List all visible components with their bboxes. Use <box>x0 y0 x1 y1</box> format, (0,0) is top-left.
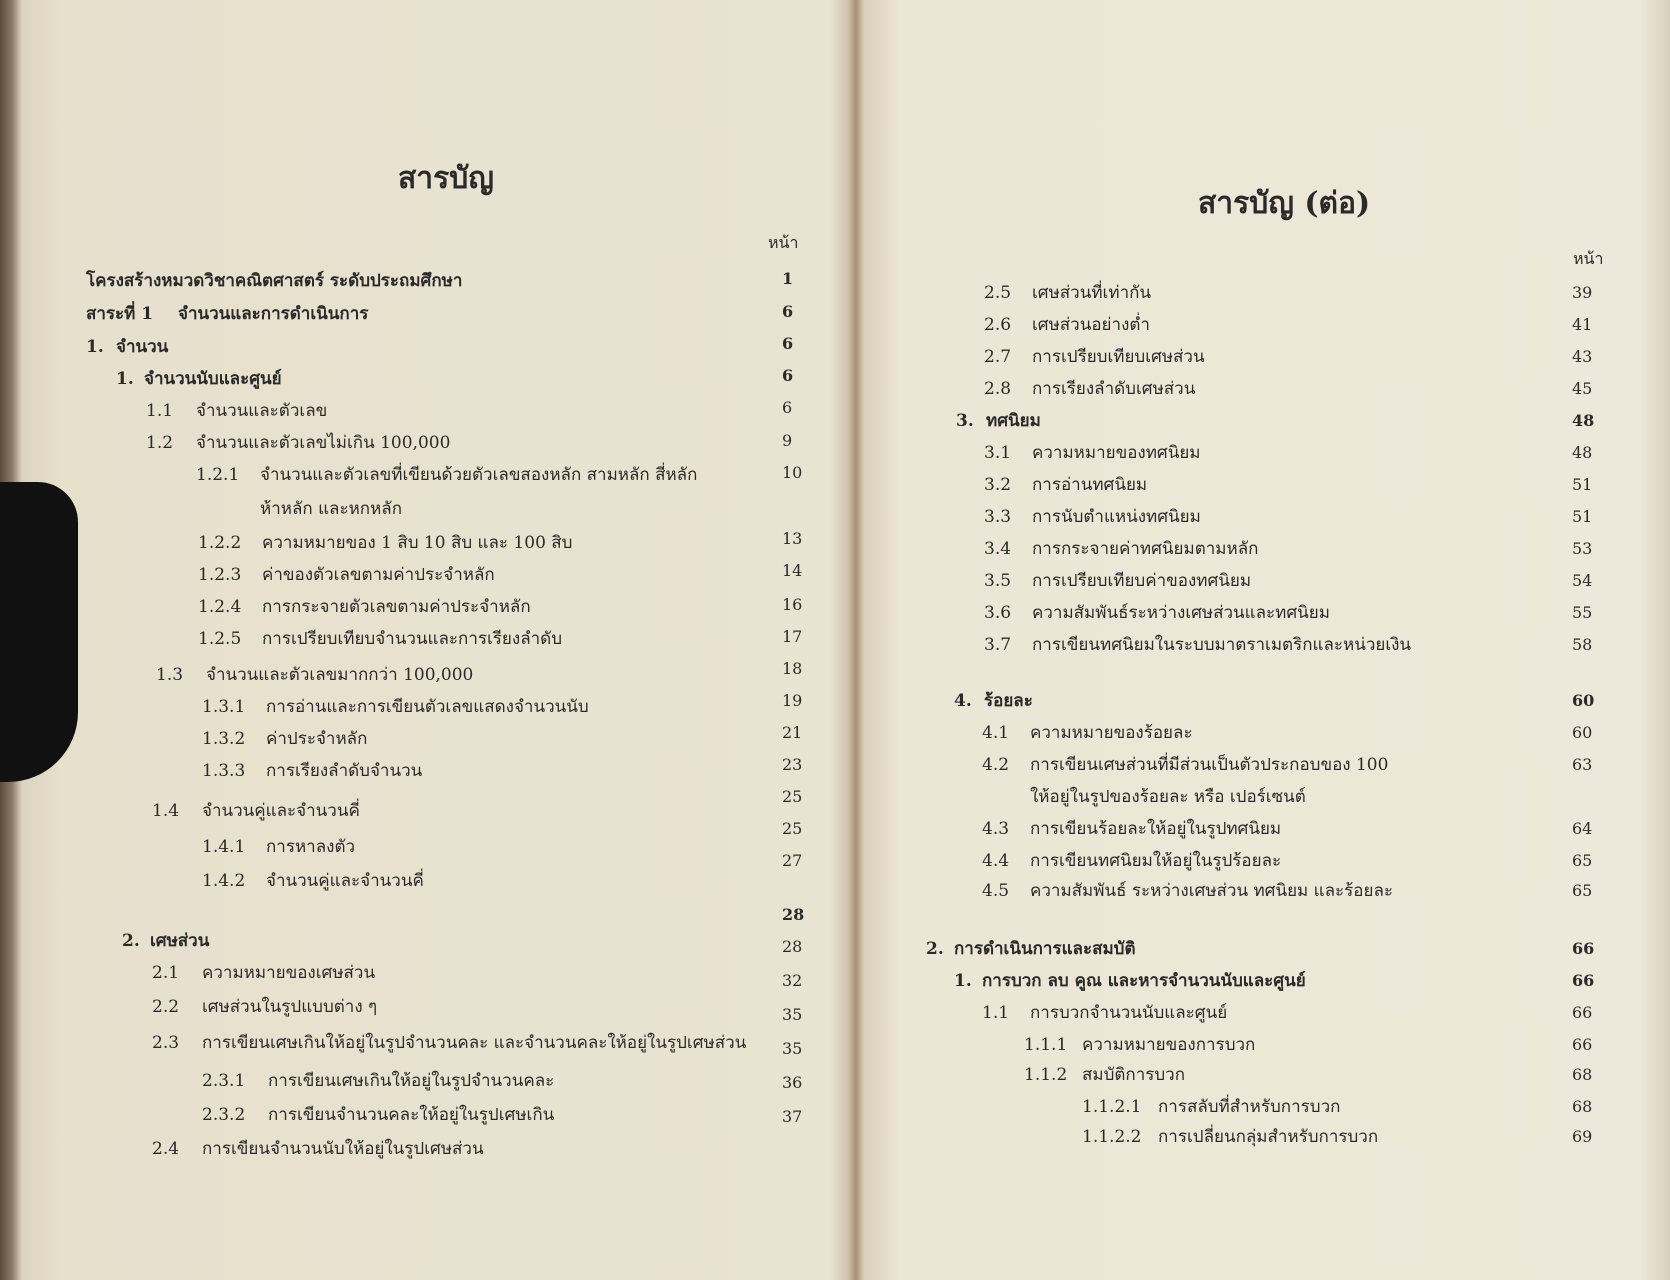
toc-entry <box>152 996 377 1018</box>
toc-entry-number: 4. <box>954 691 972 711</box>
toc-entry <box>86 303 368 325</box>
toc-entry-title: การเขียนร้อยละให้อยู่ในรูปทศนิยม <box>1030 819 1282 839</box>
toc-entry <box>146 432 450 454</box>
toc-entry <box>1082 1096 1340 1118</box>
toc-entry-number: 2.6 <box>984 315 1012 335</box>
toc-entry-number: 4.5 <box>982 881 1010 901</box>
toc-entry-number: 2. <box>122 931 140 951</box>
toc-entry-title: จำนวนนับและศูนย์ <box>144 369 282 389</box>
toc-page-number: 32 <box>782 971 803 990</box>
toc-entry <box>202 870 424 892</box>
toc-entry-number: 1.1.1 <box>1024 1035 1068 1055</box>
toc-entry <box>984 634 1411 656</box>
toc-entry <box>198 564 495 586</box>
toc-entry-title: การกระจายค่าทศนิยมตามหลัก <box>1032 539 1259 559</box>
toc-entry <box>984 602 1330 624</box>
toc-page-number: 60 <box>1572 723 1593 742</box>
toc-page-number: 28 <box>782 937 803 956</box>
toc-entry-title: เศษส่วนในรูปแบบต่าง ๆ <box>202 997 378 1017</box>
toc-entry-title: ความหมายของร้อยละ <box>1030 723 1193 743</box>
toc-entry <box>984 346 1205 368</box>
toc-page-number: 27 <box>782 851 803 870</box>
toc-entry-title: ความหมายของเศษส่วน <box>202 963 376 983</box>
toc-page-number: 36 <box>782 1073 803 1092</box>
toc-page-number: 51 <box>1572 507 1593 526</box>
toc-entry-number: 1.4.2 <box>202 871 246 891</box>
toc-entry <box>956 410 1041 432</box>
toc-page-number: 35 <box>782 1039 803 1058</box>
toc-entry-number: 1.2.1 <box>196 465 240 485</box>
toc-entry-title: การเรียงลำดับจำนวน <box>266 761 423 781</box>
page-column-header: หน้า <box>1573 249 1604 268</box>
toc-entry <box>198 532 572 554</box>
toc-entry <box>984 314 1150 336</box>
toc-entry-title: ค่าประจำหลัก <box>266 729 368 749</box>
toc-entry <box>984 506 1201 528</box>
toc-entry-title: ความหมายของ 1 สิบ 10 สิบ และ 100 สิบ <box>262 533 573 553</box>
toc-entry-number: 2.3.2 <box>202 1105 246 1125</box>
toc-entry-number: 4.3 <box>982 819 1010 839</box>
toc-entry-number: 1.3.3 <box>202 761 246 781</box>
toc-page-number: 51 <box>1572 475 1593 494</box>
toc-entry-title: การเรียงลำดับเศษส่วน <box>1032 379 1196 399</box>
toc-page-number: 54 <box>1572 571 1593 590</box>
toc-entry-number: 1.2.4 <box>198 597 242 617</box>
toc-entry-title: การบวก ลบ คูณ และหารจำนวนนับและศูนย์ <box>982 971 1306 991</box>
toc-page-number: 23 <box>782 755 803 774</box>
toc-entry-title: ความหมายของการบวก <box>1082 1035 1256 1055</box>
toc-entry-title: การเปรียบเทียบเศษส่วน <box>1032 347 1205 367</box>
toc-entry-number: 1.2.2 <box>198 533 242 553</box>
toc-entry <box>984 570 1251 592</box>
toc-entry-title: ค่าของตัวเลขตามค่าประจำหลัก <box>262 565 495 585</box>
toc-entry-number: 3.7 <box>984 635 1012 655</box>
toc-entry-number: 2.4 <box>152 1139 180 1159</box>
toc-page-number: 68 <box>1572 1065 1593 1084</box>
toc-entry-title: ความหมายของทศนิยม <box>1032 443 1201 463</box>
toc-page-number: 48 <box>1572 411 1595 430</box>
toc-entry <box>1024 1064 1185 1086</box>
toc-page-number: 55 <box>1572 603 1593 622</box>
toc-entry <box>116 368 282 390</box>
toc-page-number: 43 <box>1572 347 1593 366</box>
toc-entry-title: จำนวนคู่และจำนวนคี่ <box>266 871 424 891</box>
toc-page-number: 14 <box>782 561 803 580</box>
toc-entry-number: 1.4.1 <box>202 837 246 857</box>
toc-page-number: 53 <box>1572 539 1593 558</box>
toc-entry <box>152 1138 484 1160</box>
toc-entry-number: 2.7 <box>984 347 1012 367</box>
toc-entry <box>152 800 360 822</box>
toc-page-number: 66 <box>1572 939 1595 958</box>
toc-entry-number: 4.1 <box>982 723 1010 743</box>
toc-entry-title: จำนวนและตัวเลขที่เขียนด้วยตัวเลขสองหลัก สามหลัก สี่หลัก <box>260 465 698 485</box>
toc-entry <box>152 962 375 984</box>
toc-entry-title: จำนวนคู่และจำนวนคี่ <box>202 801 360 821</box>
toc-entry-number: 1.4 <box>152 801 180 821</box>
toc-page-number: 13 <box>782 529 803 548</box>
toc-page-number: 37 <box>782 1107 803 1126</box>
toc-entry-number: 3.2 <box>984 475 1012 495</box>
toc-entry-title: ห้าหลัก และหกหลัก <box>260 499 402 519</box>
toc-entry-title: การเปรียบเทียบจำนวนและการเรียงลำดับ <box>262 629 562 649</box>
toc-entry-number: 3.4 <box>984 539 1012 559</box>
toc-page-number: 35 <box>782 1005 803 1024</box>
toc-entry-number: 2.2 <box>152 997 180 1017</box>
toc-entry-title: การดำเนินการและสมบัติ <box>954 939 1136 959</box>
toc-entry-title: การหาลงตัว <box>266 837 356 857</box>
toc-entry-title: การเขียนทศนิยมในระบบมาตราเมตริกและหน่วยเงิน <box>1032 635 1412 655</box>
toc-entry <box>1024 1034 1255 1056</box>
toc-entry <box>202 728 367 750</box>
toc-page-number: 60 <box>1572 691 1595 710</box>
toc-entry-title: การเปลี่ยนกลุ่มสำหรับการบวก <box>1158 1127 1379 1147</box>
toc-entry-number: 1. <box>116 369 134 389</box>
toc-entry-number: 1.1 <box>146 401 174 421</box>
toc-page-number: 25 <box>782 819 803 838</box>
toc-page-number: 25 <box>782 787 803 806</box>
toc-page-number: 58 <box>1572 635 1593 654</box>
toc-entry-title: จำนวนและตัวเลข <box>196 401 328 421</box>
toc-entry-title: การเขียนเศษเกินให้อยู่ในรูปจำนวนคละ <box>268 1071 555 1091</box>
toc-page-number: 63 <box>1572 755 1593 774</box>
toc-entry-number: 1.3.1 <box>202 697 246 717</box>
right-page <box>858 0 1670 1280</box>
toc-page-number: 9 <box>782 431 793 450</box>
toc-entry-title: การสลับที่สำหรับการบวก <box>1158 1097 1341 1117</box>
toc-entry-number: 2.3.1 <box>202 1071 246 1091</box>
toc-page-number: 16 <box>782 595 803 614</box>
toc-page-number: 1 <box>782 269 794 288</box>
toc-page-number: 66 <box>1572 1035 1593 1054</box>
toc-entry-title: การเขียนทศนิยมให้อยู่ในรูปร้อยละ <box>1030 851 1282 871</box>
toc-entry-title: ให้อยู่ในรูปของร้อยละ หรือ เปอร์เซนต์ <box>1030 787 1306 807</box>
toc-entry-title: การนับตำแหน่งทศนิยม <box>1032 507 1201 527</box>
toc-entry <box>984 378 1195 400</box>
toc-page-number: 45 <box>1572 379 1593 398</box>
toc-entry-number: 3.3 <box>984 507 1012 527</box>
toc-entry-title: การกระจายตัวเลขตามค่าประจำหลัก <box>262 597 531 617</box>
toc-entry-title: ทศนิยม <box>986 411 1041 431</box>
toc-entry <box>982 880 1393 902</box>
toc-entry-title: ความสัมพันธ์ ระหว่างเศษส่วน ทศนิยม และร้อยละ <box>1030 881 1394 901</box>
page-title: สารบัญ <box>398 161 494 196</box>
toc-page-number: 68 <box>1572 1097 1593 1116</box>
toc-entry <box>926 938 1136 960</box>
toc-entry-title: เศษส่วนอย่างต่ำ <box>1032 315 1150 335</box>
toc-entry-title: ร้อยละ <box>984 691 1033 711</box>
toc-entry <box>202 696 589 718</box>
toc-entry <box>196 464 697 486</box>
toc-entry-title: จำนวนและการดำเนินการ <box>178 304 369 324</box>
page-title: สารบัญ (ต่อ) <box>1198 186 1371 221</box>
toc-entry <box>152 1032 746 1054</box>
toc-entry-number: 1.2 <box>146 433 174 453</box>
toc-page-number: 17 <box>782 627 803 646</box>
toc-entry-number: 4.2 <box>982 755 1010 775</box>
toc-entry <box>202 836 355 858</box>
toc-entry <box>984 538 1258 560</box>
toc-page-number: 66 <box>1572 1003 1593 1022</box>
toc-entry-number: 1.1.2 <box>1024 1065 1068 1085</box>
toc-entry-number: 3.5 <box>984 571 1012 591</box>
toc-entry-number: 3.1 <box>984 443 1012 463</box>
toc-page-number: 6 <box>782 334 794 353</box>
toc-entry-title: การอ่านทศนิยม <box>1032 475 1148 495</box>
toc-page-number: 21 <box>782 723 803 742</box>
toc-entry-title: การเปรียบเทียบค่าของทศนิยม <box>1032 571 1252 591</box>
toc-entry-title: ความสัมพันธ์ระหว่างเศษส่วนและทศนิยม <box>1032 603 1330 623</box>
toc-entry-title: จำนวนและตัวเลขไม่เกิน 100,000 <box>196 433 451 453</box>
toc-entry <box>982 850 1281 872</box>
toc-entry-number: 2.1 <box>152 963 180 983</box>
toc-entry-title: สมบัติการบวก <box>1082 1065 1186 1085</box>
toc-entry <box>954 970 1306 992</box>
toc-entry <box>1082 1126 1378 1148</box>
toc-page-number: 65 <box>1572 881 1593 900</box>
toc-entry <box>202 1070 554 1092</box>
toc-entry <box>984 442 1201 464</box>
toc-page-number: 64 <box>1572 819 1593 838</box>
toc-page-number: 66 <box>1572 971 1595 990</box>
toc-entry-number: 1.1.2.1 <box>1082 1097 1142 1117</box>
toc-entry-title: เศษส่วนที่เท่ากัน <box>1032 283 1152 303</box>
toc-entry-title: เศษส่วน <box>150 931 210 951</box>
page-column-header: หน้า <box>768 233 799 252</box>
toc-page-number: 48 <box>1572 443 1593 462</box>
toc-entry <box>198 596 531 618</box>
toc-entry-number: 1.2.5 <box>198 629 242 649</box>
toc-entry <box>86 270 462 292</box>
toc-entry <box>954 690 1033 712</box>
toc-page-number: 28 <box>782 905 805 924</box>
toc-entry-number: 1. <box>954 971 972 991</box>
toc-entry-number: 1. <box>86 337 104 357</box>
toc-entry-number: 2.8 <box>984 379 1012 399</box>
toc-entry <box>982 818 1281 840</box>
toc-entry-number: 2.3 <box>152 1033 180 1053</box>
toc-entry <box>122 930 209 952</box>
toc-entry <box>198 628 562 650</box>
toc-entry-title: การเขียนเศษเกินให้อยู่ในรูปจำนวนคละ และจำนวนคละให้อยู่ในรูปเศษส่วน <box>202 1033 747 1053</box>
toc-entry-title: การอ่านและการเขียนตัวเลขแสดงจำนวนนับ <box>266 697 589 717</box>
toc-entry-title: โครงสร้างหมวดวิชาคณิตศาสตร์ ระดับประถมศึกษา <box>86 271 463 291</box>
toc-entry <box>146 400 327 422</box>
toc-entry-number: 1.3 <box>156 665 184 685</box>
toc-entry <box>982 1002 1227 1024</box>
toc-entry <box>1030 786 1306 808</box>
toc-entry-title: จำนวนและตัวเลขมากกว่า 100,000 <box>206 665 474 685</box>
toc-entry-title: การเขียนเศษส่วนที่มีส่วนเป็นตัวประกอบของ 100 <box>1030 755 1389 775</box>
toc-entry-title: จำนวน <box>116 337 169 357</box>
toc-entry <box>156 664 473 686</box>
toc-page-number: 6 <box>782 366 794 385</box>
toc-entry <box>982 722 1193 744</box>
toc-entry <box>984 474 1147 496</box>
toc-entry-title: การบวกจำนวนนับและศูนย์ <box>1030 1003 1228 1023</box>
toc-page-number: 69 <box>1572 1127 1593 1146</box>
toc-entry-number: 4.4 <box>982 851 1010 871</box>
toc-entry <box>982 754 1388 776</box>
toc-page-number: 18 <box>782 659 803 678</box>
toc-entry-number: สาระที่ 1 <box>86 304 154 324</box>
toc-entry <box>86 336 168 358</box>
toc-entry-number: 1.1.2.2 <box>1082 1127 1142 1147</box>
toc-entry <box>260 498 402 520</box>
toc-entry-title: การเขียนจำนวนคละให้อยู่ในรูปเศษเกิน <box>268 1105 555 1125</box>
toc-entry <box>202 760 422 782</box>
toc-entry-number: 2.5 <box>984 283 1012 303</box>
toc-page-number: 10 <box>782 463 803 482</box>
toc-entry-number: 3.6 <box>984 603 1012 623</box>
toc-page-number: 65 <box>1572 851 1593 870</box>
toc-entry-number: 1.3.2 <box>202 729 246 749</box>
toc-entry-number: 3. <box>956 411 974 431</box>
toc-entry <box>984 282 1151 304</box>
toc-page-number: 41 <box>1572 315 1593 334</box>
toc-entry-number: 1.2.3 <box>198 565 242 585</box>
toc-entry-title: การเขียนจำนวนนับให้อยู่ในรูปเศษส่วน <box>202 1139 484 1159</box>
toc-entry-number: 1.1 <box>982 1003 1010 1023</box>
toc-page-number: 6 <box>782 302 794 321</box>
toc-page-number: 6 <box>782 398 793 417</box>
toc-entry <box>202 1104 554 1126</box>
toc-page-number: 19 <box>782 691 803 710</box>
toc-page-number: 39 <box>1572 283 1593 302</box>
toc-entry-number: 2. <box>926 939 944 959</box>
